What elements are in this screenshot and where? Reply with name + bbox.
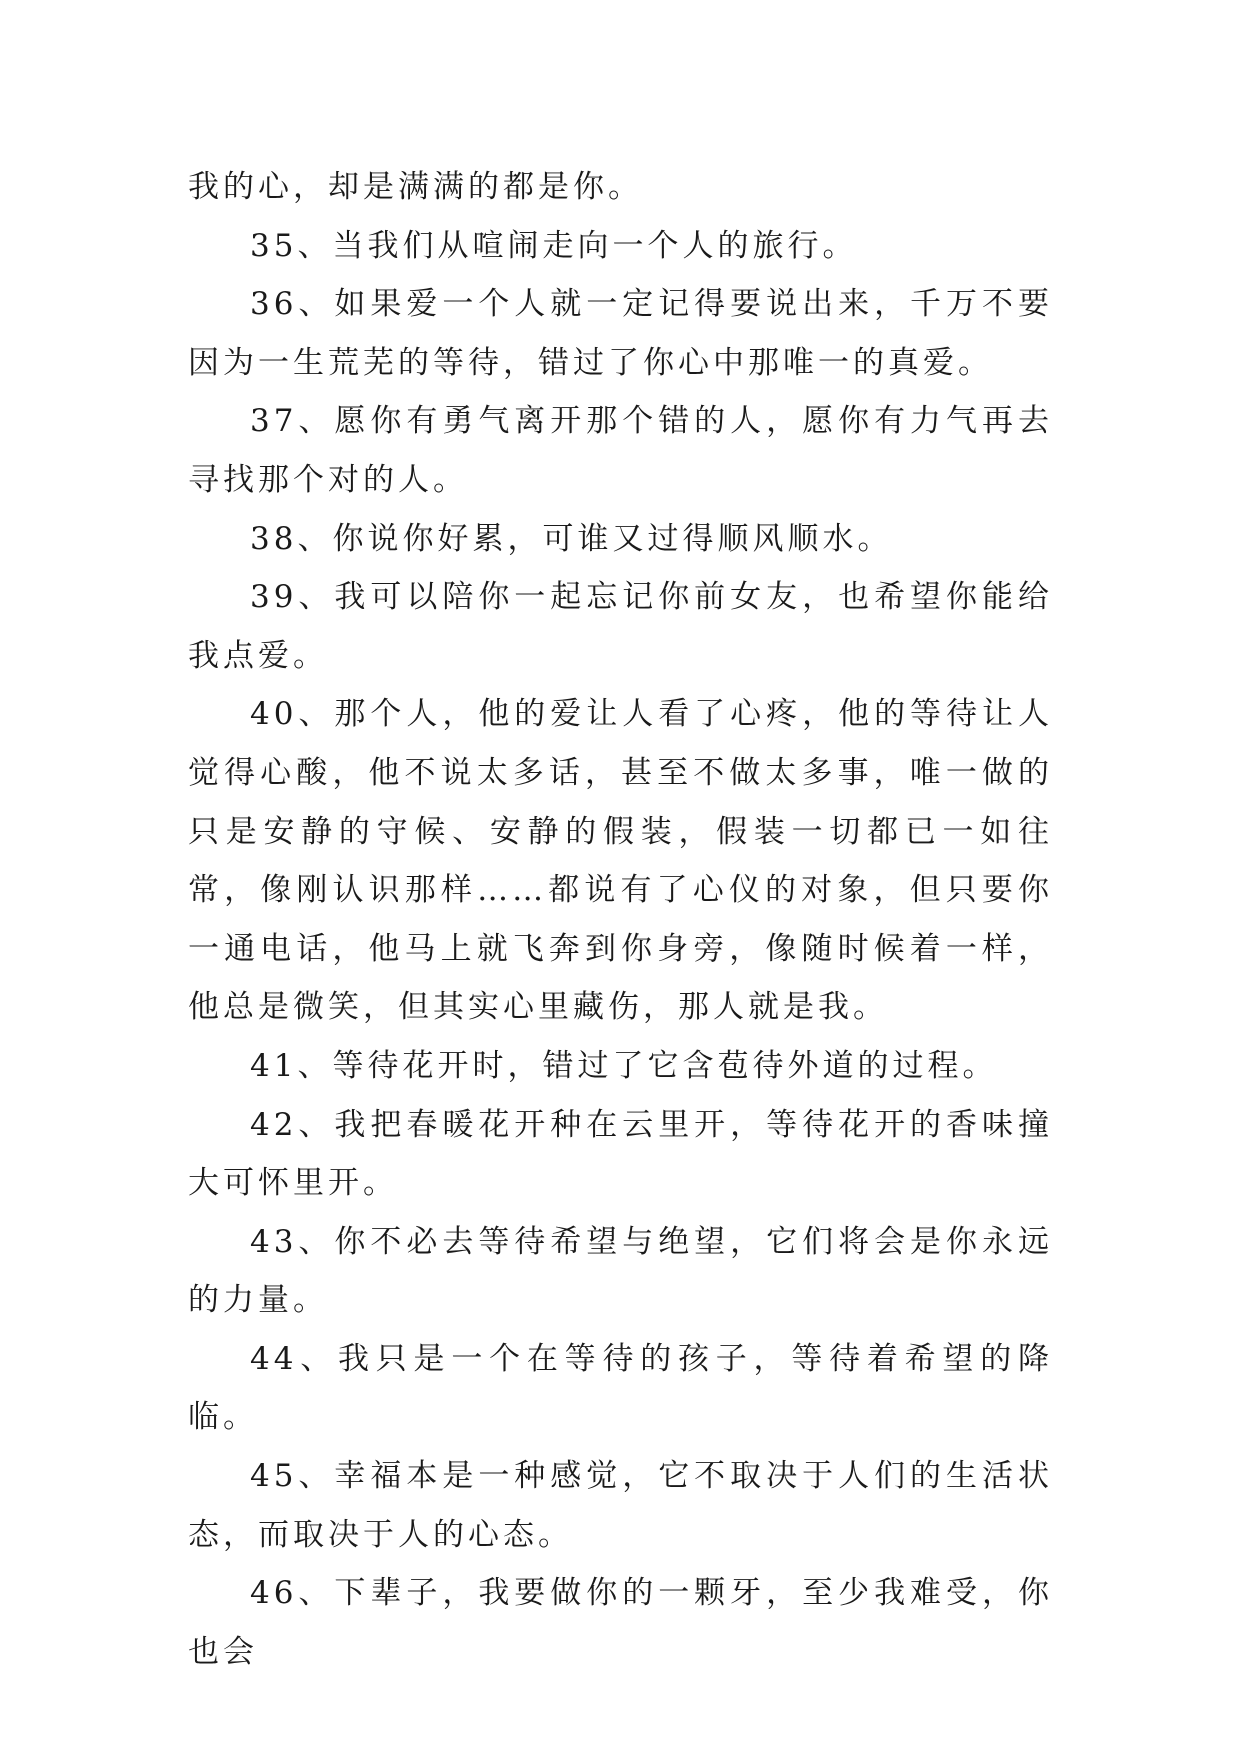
paragraph-40: 40、那个人，他的爱让人看了心疼，他的等待让人觉得心酸，他不说太多话，甚至不做太多事，唯一做的只是安静的守候、安静的假装，假装一切都已一如往常，像刚认识那样……都说有了心仪的对象，但只要你一通电话，他马上就飞奔到你身旁，像随时候着一样，他总是微笑，但其实心里藏伤，那人就是我。 (188, 696, 1053, 1026)
paragraph-continued: 我的心，却是满满的都是你。 (188, 169, 643, 205)
paragraph-39: 39、我可以陪你一起忘记你前女友，也希望你能给我点爱。 (188, 579, 1053, 674)
paragraph-45: 45、幸福本是一种感觉，它不取决于人们的生活状态，而取决于人的心态。 (188, 1458, 1053, 1553)
paragraph-43: 43、你不必去等待希望与绝望，它们将会是你永远的力量。 (188, 1223, 1053, 1319)
paragraph-36: 36、如果爱一个人就一定记得要说出来，千万不要因为一生荒芜的等待，错过了你心中那唯一的真爱。 (188, 286, 1053, 381)
paragraph-46: 46、下辈子，我要做你的一颗牙，至少我难受，你也会 (188, 1575, 1053, 1670)
paragraph-35: 35、当我们从喧闹走向一个人的旅行。 (250, 227, 858, 264)
document-body (188, 158, 1053, 1681)
paragraph-41: 41、等待花开时，错过了它含苞待外道的过程。 (250, 1047, 998, 1084)
paragraph-44: 44、我只是一个在等待的孩子，等待着希望的降临。 (188, 1340, 1053, 1436)
paragraph-38: 38、你说你好累，可谁又过得顺风顺水。 (250, 520, 893, 557)
paragraph-37: 37、愿你有勇气离开那个错的人，愿你有力气再去寻找那个对的人。 (188, 403, 1053, 498)
paragraph-42: 42、我把春暖花开种在云里开，等待花开的香味撞大可怀里开。 (188, 1106, 1053, 1202)
